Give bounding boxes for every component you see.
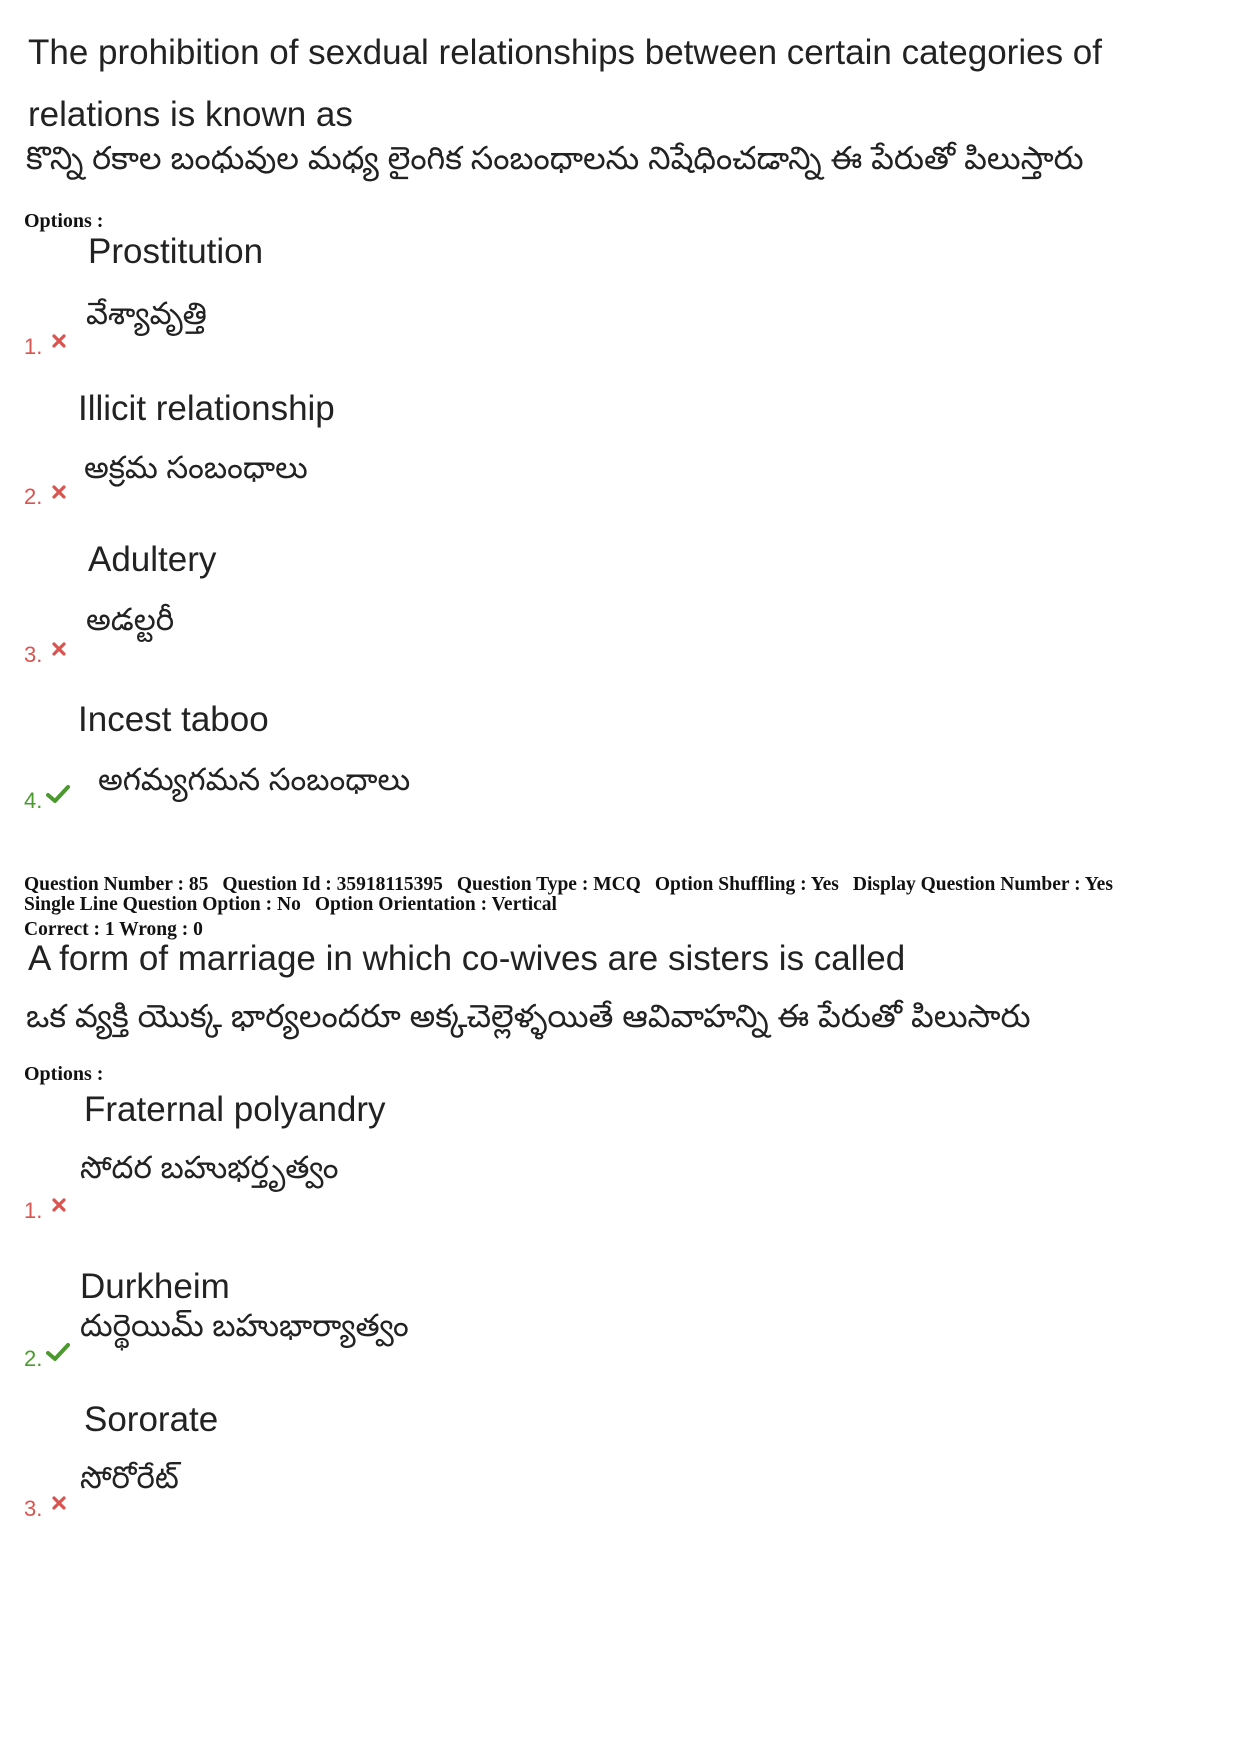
cross-icon bbox=[52, 485, 66, 504]
question-85-text-en: A form of marriage in which co-wives are sisters is called bbox=[28, 939, 906, 978]
check-icon bbox=[46, 1342, 70, 1367]
option-1-number: 1. bbox=[24, 334, 43, 359]
option-3-text-te: అడల్టరీ bbox=[86, 602, 175, 637]
display-question-number: Display Question Number : Yes bbox=[852, 874, 1113, 895]
question-84-text-en: The prohibition of sexdual relationships between certain categories of relations is known as bbox=[28, 33, 1102, 134]
option-1-text-te: వేశ్యావృత్తి bbox=[86, 296, 207, 331]
option-1-text-en: Fraternal polyandry bbox=[84, 1090, 386, 1129]
question-85-marks: Correct : 1 Wrong : 0 bbox=[24, 919, 203, 940]
option-1-text-te: సోదర బహుభర్తృత్వం bbox=[80, 1150, 339, 1185]
option-2-text-en: Illicit relationship bbox=[78, 389, 335, 428]
cross-icon bbox=[52, 1496, 66, 1515]
question-id: Question Id : 35918115395 bbox=[222, 874, 443, 895]
option-3-text-en: Sororate bbox=[84, 1400, 219, 1439]
question-84-text-te: కొన్ని రకాల బంధువుల మధ్య లైంగిక సంబంధాలను నిషేధించడాన్ని ఈ పేరుతో పిలుస్తారు bbox=[26, 140, 1084, 176]
cross-icon bbox=[52, 334, 66, 353]
option-3-text-te: సోరోరేట్ bbox=[80, 1460, 179, 1495]
single-line-option: Single Line Question Option : No bbox=[24, 894, 301, 915]
cross-icon bbox=[52, 1198, 66, 1217]
cross-icon bbox=[52, 642, 66, 661]
check-icon bbox=[46, 784, 70, 809]
option-3-text-en: Adultery bbox=[88, 540, 217, 579]
options-label: Options : bbox=[24, 210, 104, 232]
question-type: Question Type : MCQ bbox=[456, 874, 641, 895]
option-2-number: 2. bbox=[24, 1346, 43, 1371]
option-2-text-en: Durkheim bbox=[80, 1267, 230, 1306]
option-2-number: 2. bbox=[24, 484, 43, 509]
option-shuffling: Option Shuffling : Yes bbox=[654, 874, 839, 895]
option-1-text-en: Prostitution bbox=[88, 232, 264, 271]
question-number: Question Number : 85 bbox=[24, 874, 209, 895]
option-3-number: 3. bbox=[24, 642, 43, 667]
options-label: Options : bbox=[24, 1063, 104, 1085]
option-4-text-te: అగమ్యగమన సంబంధాలు bbox=[98, 762, 411, 797]
option-1-number: 1. bbox=[24, 1198, 43, 1223]
question-85-meta-line-1 bbox=[24, 874, 1127, 896]
option-3-number: 3. bbox=[24, 1496, 43, 1521]
option-orientation: Option Orientation : Vertical bbox=[314, 894, 557, 915]
option-2-text-te: దుర్థెయిమ్ బహుభార్యాత్వం bbox=[80, 1308, 409, 1343]
question-85-meta-line-2 bbox=[24, 894, 571, 916]
question-85-text-te: ఒక వ్యక్తి యొక్క భార్యలందరూ అక్కచెల్లెళ్ళయితే ఆవివాహన్ని ఈ పేరుతో పిలుసారు bbox=[26, 998, 1031, 1034]
option-2-text-te: అక్రమ సంబంధాలు bbox=[84, 450, 308, 485]
option-4-text-en: Incest taboo bbox=[78, 700, 269, 739]
option-4-number: 4. bbox=[24, 788, 43, 813]
